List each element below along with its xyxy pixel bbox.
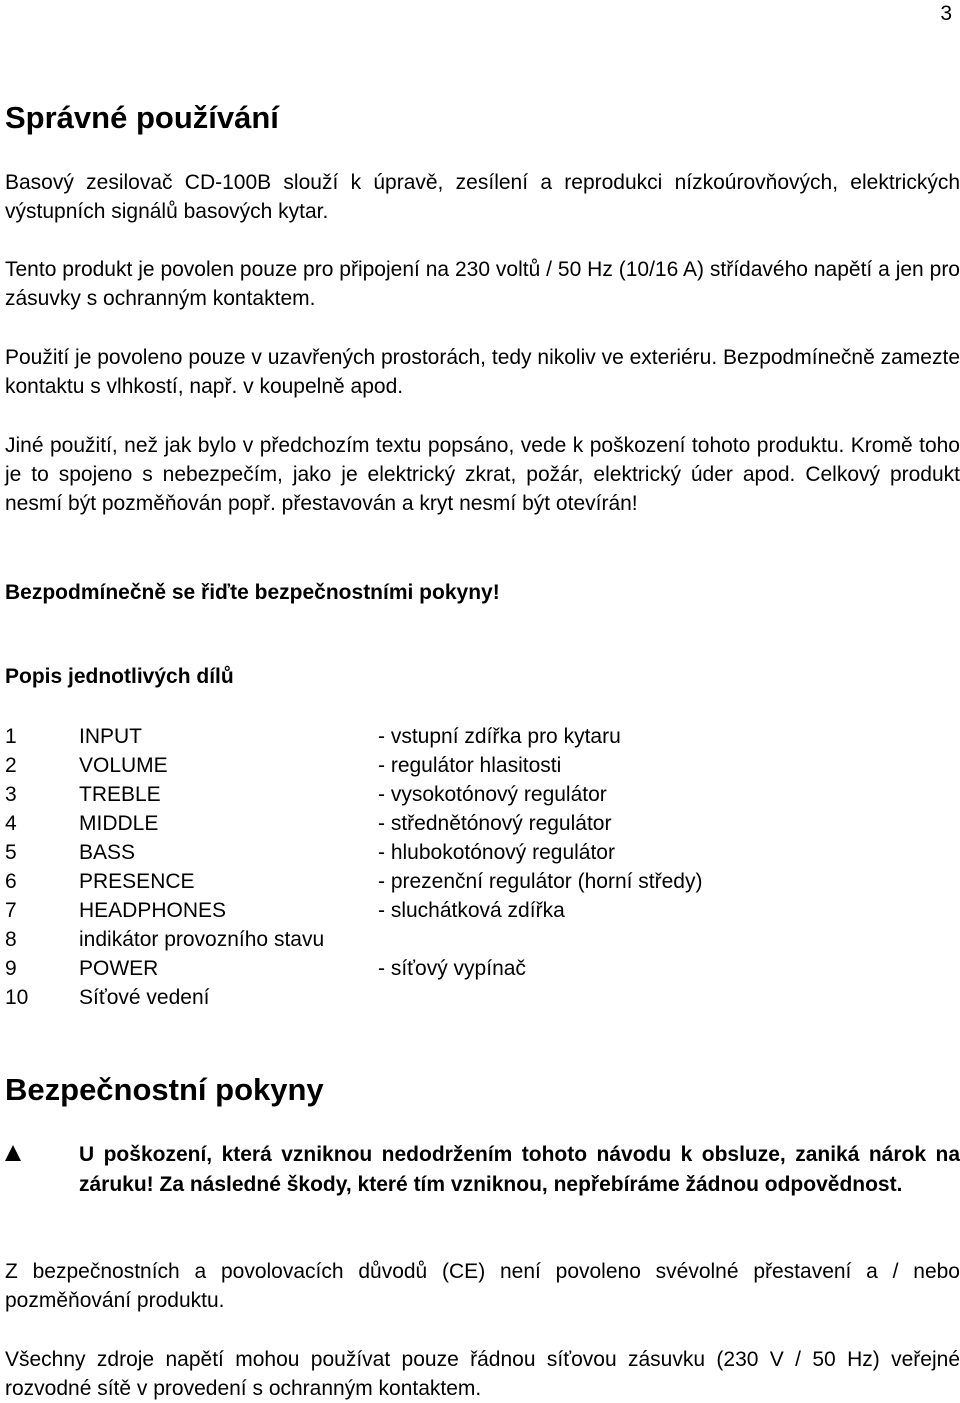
list-item [5, 722, 960, 751]
part-name: VOLUME [79, 754, 168, 777]
part-name: BASS [79, 841, 136, 864]
list-item [5, 925, 960, 954]
paragraph-indoor-use: Použití je povoleno pouze v uzavřených prostorách, tedy nikoliv ve exteriéru. Bezpodmínečně zamezte kontaktu s vlhkostí, např. v koupelně apod. [5, 346, 960, 398]
part-description: - prezenční regulátor (horní středy) [378, 870, 703, 893]
part-number: 4 [5, 812, 17, 835]
section-title-parts: Popis jednotlivých dílů [5, 665, 234, 688]
list-item [5, 838, 960, 867]
list-item [5, 954, 960, 983]
part-name: MIDDLE [79, 812, 159, 835]
part-name: HEADPHONES [79, 899, 227, 922]
part-number: 7 [5, 899, 17, 922]
list-item [5, 867, 960, 896]
page-number: 3 [940, 2, 952, 25]
list-item [5, 780, 960, 809]
part-number: 6 [5, 870, 17, 893]
part-number: 3 [5, 783, 17, 806]
part-number: 2 [5, 754, 17, 777]
paragraph-misuse-warning: Jiné použití, než jak bylo v předchozím textu popsáno, vede k poškození tohoto produktu. Kromě toho je to spojeno s nebezpečím, jako je elektrický zkrat, požár, elektrický úder apod. Celkový produkt nesmí být pozměňován popř. přestavován a kryt nesmí být otevírán! [5, 434, 960, 515]
paragraph-intended-use: Basový zesilovač CD-100B slouží k úpravě, zesílení a reprodukci nízkoúrovňových, elektrických výstupních signálů basových kytar. [5, 171, 960, 223]
paragraph-power-requirements: Tento produkt je povolen pouze pro připojení na 230 voltů / 50 Hz (10/16 A) střídavého napětí a jen pro zásuvky s ochranným kontaktem. [5, 258, 960, 310]
part-number: 8 [5, 928, 17, 951]
part-name: TREBLE [79, 783, 161, 806]
paragraph-power-source: Všechny zdroje napětí mohou používat pouze řádnou síťovou zásuvku (230 V / 50 Hz) veřejné rozvodné sítě v provedení s ochranným kontaktem. [5, 1348, 960, 1400]
part-description: - síťový vypínač [378, 957, 526, 980]
list-item [5, 896, 960, 925]
list-item [5, 751, 960, 780]
safety-emphasis: Bezpodmínečně se řiďte bezpečnostními pokyny! [5, 581, 500, 604]
part-number: 10 [5, 986, 29, 1009]
part-description: - střednětónový regulátor [378, 812, 612, 835]
list-item [5, 809, 960, 838]
warning-text: U poškození, která vzniknou nedodržením tohoto návodu k obsluze, zaniká nárok na záruku! Za následné škody, které tím vzniknou, nepřebíráme žádnou odpovědnost. [79, 1143, 960, 1196]
paragraph-ce-notice: Z bezpečnostních a povolovacích důvodů (CE) není povoleno svévolné přestavení a / nebo pozměňování produktu. [5, 1260, 960, 1312]
part-description: - regulátor hlasitosti [378, 754, 562, 777]
part-number: 1 [5, 725, 17, 748]
part-name: PRESENCE [79, 870, 195, 893]
part-description: - hlubokotónový regulátor [378, 841, 615, 864]
part-name: POWER [79, 957, 159, 980]
parts-list [5, 722, 960, 1012]
part-description: - sluchátková zdířka [378, 899, 565, 922]
part-number: 9 [5, 957, 17, 980]
part-description: - vysokotónový regulátor [378, 783, 607, 806]
warning-triangle-icon [5, 1145, 21, 1161]
part-name: Síťové vedení [79, 986, 210, 1009]
list-item [5, 983, 960, 1012]
part-description: - vstupní zdířka pro kytaru [378, 725, 621, 748]
part-name: indikátor provozního stavu [79, 928, 325, 951]
part-name: INPUT [79, 725, 142, 748]
section-title-proper-use: Správné používání [5, 100, 279, 135]
part-number: 5 [5, 841, 17, 864]
section-title-safety: Bezpečnostní pokyny [5, 1072, 324, 1107]
